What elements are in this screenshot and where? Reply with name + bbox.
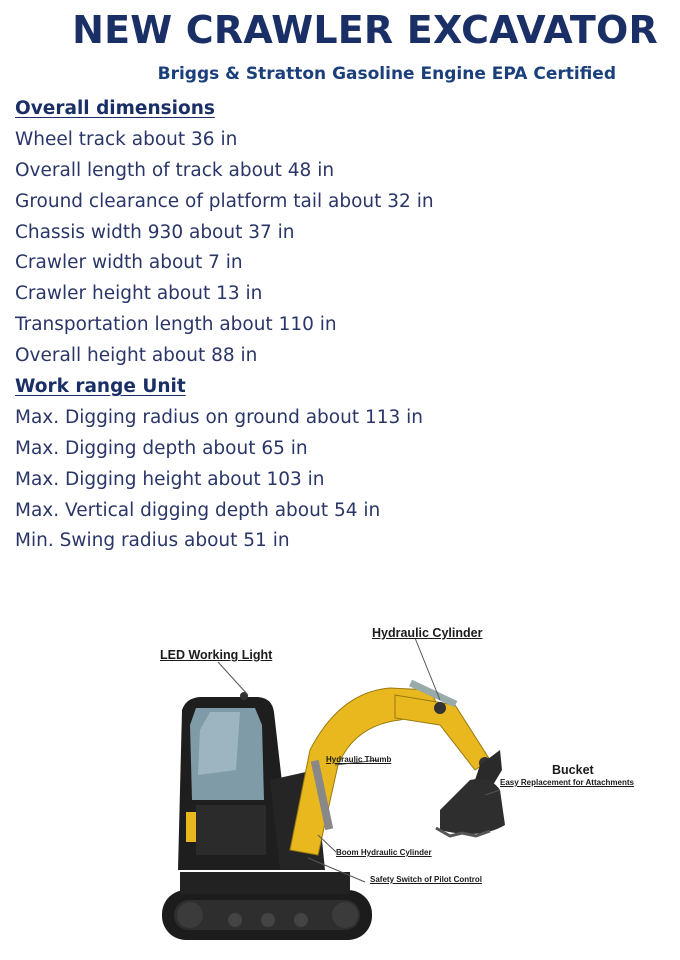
- spec-line: Max. Digging height about 103 in: [15, 468, 325, 490]
- spec-line: Overall height about 88 in: [15, 345, 258, 367]
- section-heading-overall: Overall dimensions: [15, 98, 215, 119]
- label-hydraulic-cylinder: Hydraulic Cylinder: [372, 626, 483, 640]
- spec-line: Ground clearance of platform tail about 32 in: [15, 190, 434, 212]
- undercarriage: [180, 872, 350, 894]
- page-subtitle: Briggs & Stratton Gasoline Engine EPA Certified: [157, 64, 616, 84]
- label-boom-hydraulic-cylinder: Boom Hydraulic Cylinder: [336, 848, 432, 857]
- spec-line: Crawler width about 7 in: [15, 252, 243, 274]
- label-led-working-light: LED Working Light: [160, 648, 273, 662]
- spec-line: Overall length of track about 48 in: [15, 159, 335, 181]
- spec-line: Chassis width 930 about 37 in: [15, 221, 295, 243]
- spec-line: Crawler height about 13 in: [15, 283, 263, 305]
- spec-line: Max. Digging depth about 65 in: [15, 437, 308, 459]
- spec-line: Max. Vertical digging depth about 54 in: [15, 499, 381, 521]
- spec-line: Transportation length about 110 in: [15, 314, 337, 336]
- excavator-diagram: [140, 600, 680, 960]
- spec-line: Wheel track about 36 in: [15, 128, 238, 150]
- spec-list: [15, 94, 665, 557]
- crawler-track: [162, 890, 372, 940]
- spec-line: Max. Digging radius on ground about 113 in: [15, 406, 424, 428]
- section-heading-work-range: Work range Unit: [15, 376, 186, 398]
- spec-line: Min. Swing radius about 51 in: [15, 530, 290, 552]
- page-title: NEW CRAWLER EXCAVATOR: [72, 8, 658, 52]
- label-bucket-note: Easy Replacement for Attachments: [500, 778, 634, 787]
- label-bucket: Bucket: [552, 763, 594, 777]
- label-hydraulic-thumb: Hydraulic Thumb: [326, 755, 392, 764]
- label-safety-switch: Safety Switch of Pilot Control: [370, 875, 483, 884]
